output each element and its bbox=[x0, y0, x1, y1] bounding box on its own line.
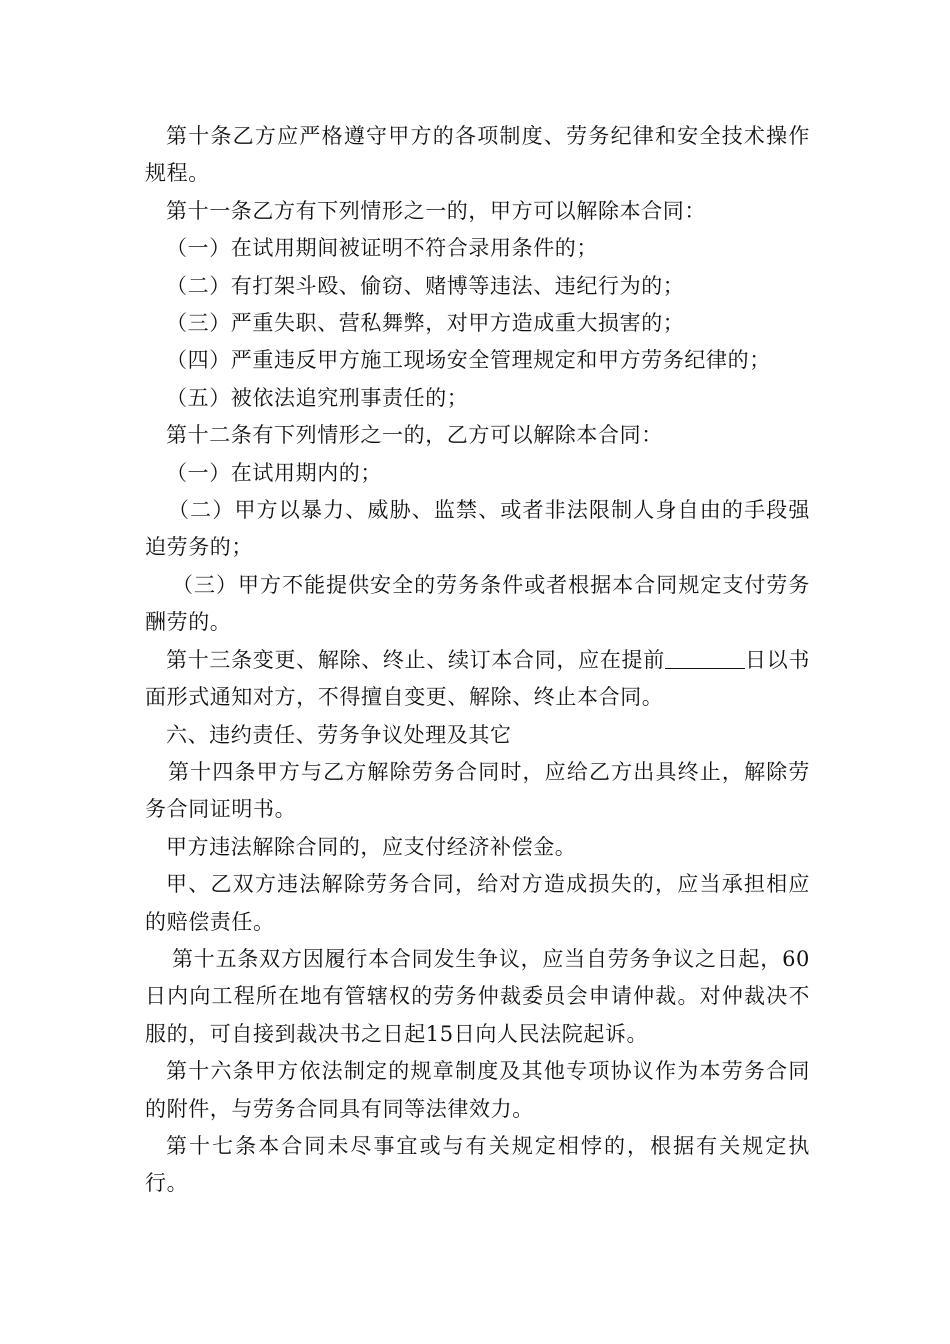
article-12-item-3: （三）甲方不能提供安全的劳务条件或者根据本合同规定支付劳务酬劳的。 bbox=[145, 572, 810, 635]
article-12-item-1: （一）在试用期内的； bbox=[166, 460, 382, 485]
article-13 bbox=[145, 642, 810, 717]
article-14: 第十四条甲方与乙方解除劳务合同时，应给乙方出具终止，解除劳务合同证明书。 bbox=[145, 759, 810, 822]
article-12-item-2: （二）甲方以暴力、威胁、监禁、或者非法限制人身自由的手段强迫劳务的； bbox=[145, 498, 810, 560]
article-11-item-2: （二）有打架斗殴、偷窃、赌博等违法、违纪行为的； bbox=[166, 273, 685, 298]
article-11-item-4: （四）严重违反甲方施工现场安全管理规定和甲方劳务纪律的； bbox=[166, 348, 771, 373]
document-body bbox=[145, 118, 810, 1203]
article-10: 第十条乙方应严格遵守甲方的各项制度、劳务纪律和安全技术操作规程。 bbox=[145, 124, 810, 186]
fill-in-blank bbox=[665, 648, 745, 669]
article-17: 第十七条本合同未尽事宜或与有关规定相悖的，根据有关规定执行。 bbox=[145, 1133, 810, 1196]
article-11-item-5: （五）被依法追究刑事责任的； bbox=[166, 385, 469, 410]
article-11-item-1: （一）在试用期间被证明不符合录用条件的； bbox=[166, 236, 598, 261]
article-16: 第十六条甲方依法制定的规章制度及其他专项协议作为本劳务合同的附件，与劳务合同具有同等法律效力。 bbox=[145, 1059, 810, 1121]
section-6-heading: 六、违约责任、劳务争议处理及其它 bbox=[166, 722, 512, 747]
article-13-text-after: 日以书面形式通知对方，不得擅自变更、解除、终止本合同。 bbox=[145, 647, 810, 710]
article-14-para-3: 甲、乙双方违法解除劳务合同，给对方造成损失的，应当承担相应的赔偿责任。 bbox=[145, 872, 810, 934]
article-14-para-2: 甲方违法解除合同的，应支付经济补偿金。 bbox=[166, 834, 577, 859]
article-11-item-3: （三）严重失职、营私舞弊，对甲方造成重大损害的； bbox=[166, 311, 685, 336]
article-13-text-before: 第十三条变更、解除、终止、续订本合同，应在提前 bbox=[166, 647, 665, 672]
article-15: 第十五条双方因履行本合同发生争议，应当自劳务争议之日起，60日内向工程所在地有管辖权的劳务仲裁委员会申请仲裁。对仲裁决不服的，可自接到裁决书之日起15日向人民法院起诉。 bbox=[145, 946, 810, 1046]
article-12: 第十二条有下列情形之一的，乙方可以解除本合同： bbox=[166, 423, 663, 448]
article-11: 第十一条乙方有下列情形之一的，甲方可以解除本合同： bbox=[166, 198, 706, 223]
